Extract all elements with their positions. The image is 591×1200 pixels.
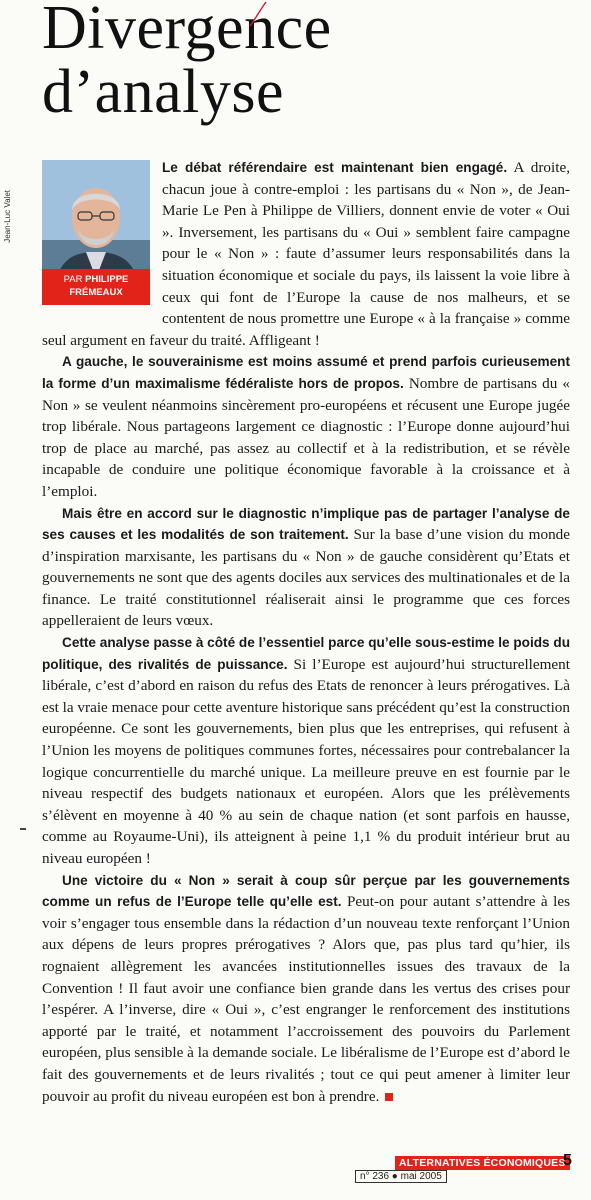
pen-stroke-decoration bbox=[246, 0, 268, 28]
paragraph-4-lead: Cette analyse passe à côté de l’essentiel parce qu’elle sous-estime le poids du politique, des rivalités de puissance. bbox=[42, 635, 570, 672]
paragraph-4 bbox=[42, 632, 570, 870]
byline-prefix: PAR bbox=[63, 274, 83, 285]
photo-credit: Jean-Luc Valet bbox=[3, 190, 12, 243]
magazine-name: ALTERNATIVES ÉCONOMIQUES bbox=[395, 1156, 570, 1170]
paragraph-3-text: Sur la base d’une vision du monde d’inspiration marxisante, les partisans du « Non » de gauche considèrent qu’Etats et gouvernements ne sont que des agents dociles aux services des multinationales et de la finance. Le traité constitutionnel réaliserait ainsi le programme que ces forces appelleraient de leurs vœux. bbox=[42, 526, 570, 630]
paragraph-2 bbox=[42, 351, 570, 502]
paragraph-1-text: A droite, chacun joue à contre-emploi : les partisans du « Non », de Jean-Marie Le Pen à Philippe de Villiers, donnent envie de voter « Oui ». Inversement, les partisans du « Oui » semblent faire campagne pour le « Non » : faute d’assumer leurs responsabilités dans la situation économique et sociale du pays, ils laissent la voie libre à ceux qui font de l’Europe la cause de nos malheurs, et se contentent de nous promettre une Europe « à la française » comme seul argument en faveur du traité. Affligeant ! bbox=[42, 159, 570, 349]
paragraph-5 bbox=[42, 870, 570, 1108]
page-number: 5 bbox=[563, 1152, 572, 1169]
byline-first-name: PHILIPPE bbox=[85, 274, 129, 285]
paragraph-5-lead: Une victoire du « Non » serait à coup sûr perçue par les gouvernements comme un refus de l’Europe telle qu’elle est. bbox=[42, 872, 570, 910]
paragraph-2-lead: A gauche, le souverainisme est moins assumé et prend parfois curieusement la forme d’un maximalisme fédéraliste hors de propos. bbox=[42, 354, 570, 391]
issue-info: n° 236 ● mai 2005 bbox=[355, 1170, 447, 1183]
article-headline bbox=[42, 0, 582, 124]
paragraph-2-text: Nombre de partisans du « Non » se veulent néanmoins sincèrement pro-européens et récusent une Europe jugée trop libérale. Nous partageons largement ce diagnostic : l’Europe donne aujourd’hui trop de place au marché, pas assez au collectif et à la redistribution, et se révèle incapable de conduire une politique économique favorable à la croissance et à l’emploi. bbox=[42, 374, 570, 500]
portrait-spacer bbox=[42, 157, 162, 309]
paragraph-3-lead: Mais être en accord sur le diagnostic n’implique pas de partager l’analyse de ses causes et les modalités de son traitement. bbox=[42, 505, 570, 543]
byline-last-name: FRÉMEAUX bbox=[69, 287, 123, 298]
headline-line-1: Divergence bbox=[42, 0, 332, 62]
paragraph-3 bbox=[42, 503, 570, 633]
margin-tick-mark bbox=[20, 828, 26, 830]
article-body bbox=[42, 157, 570, 1107]
headline-line-2: d’analyse bbox=[42, 58, 285, 126]
paragraph-1-lead: Le débat référendaire est maintenant bien engagé. bbox=[162, 160, 508, 175]
end-of-article-square-icon bbox=[385, 1093, 393, 1101]
paragraph-4-text: Si l’Europe est aujourd’hui structurellement libérale, c’est d’abord en raison du refus des Etats de renoncer à leurs prérogatives. Là est la vraie menace pour cette aventure historique sans précédent qu’est la construction européenne. Ce sont les gouvernements, bien plus que les entreprises, qui refusent à l’Union les moyens de politiques communes fortes, nécessaires pour contrebalancer la logique concurrentielle du marché unique. La meilleure preuve en est fournie par le niveau respectif des budgets nationaux et européen. Alors que les prélèvements s’élèvent en moyenne à 40 % au sein de chaque nation (et sont parfois en hausse, comme au Royaume-Uni), ils atteignent à peine 1,1 % du produit intérieur brut au niveau européen ! bbox=[42, 655, 570, 867]
paragraph-5-text: Peut-on pour autant s’attendre à les voir s’engager tous ensemble dans la rédaction d’un nouveau texte renforçant l’Union aux dépens de leurs propres prérogatives ? Alors que, pas plus tard qu’hier, ils rognaient allègrement les avancées institutionnelles issues des travaux de la Convention ! Il faut avoir une confiance bien grande dans les vertus des crises pour l’espérer. A l’inverse, dire « Oui », c’est engranger le renforcement des institutions apporté par le traité, et notamment l’accroissement des pouvoirs du Parlement européen, plus sensible à la demande sociale. Le libéralisme de l’Europe est d’abord le fait des gouvernements et de leurs rivalités ; tout ce qui peut amener à limiter leur pouvoir au profit du niveau européen est bon à prendre. bbox=[42, 893, 571, 1105]
